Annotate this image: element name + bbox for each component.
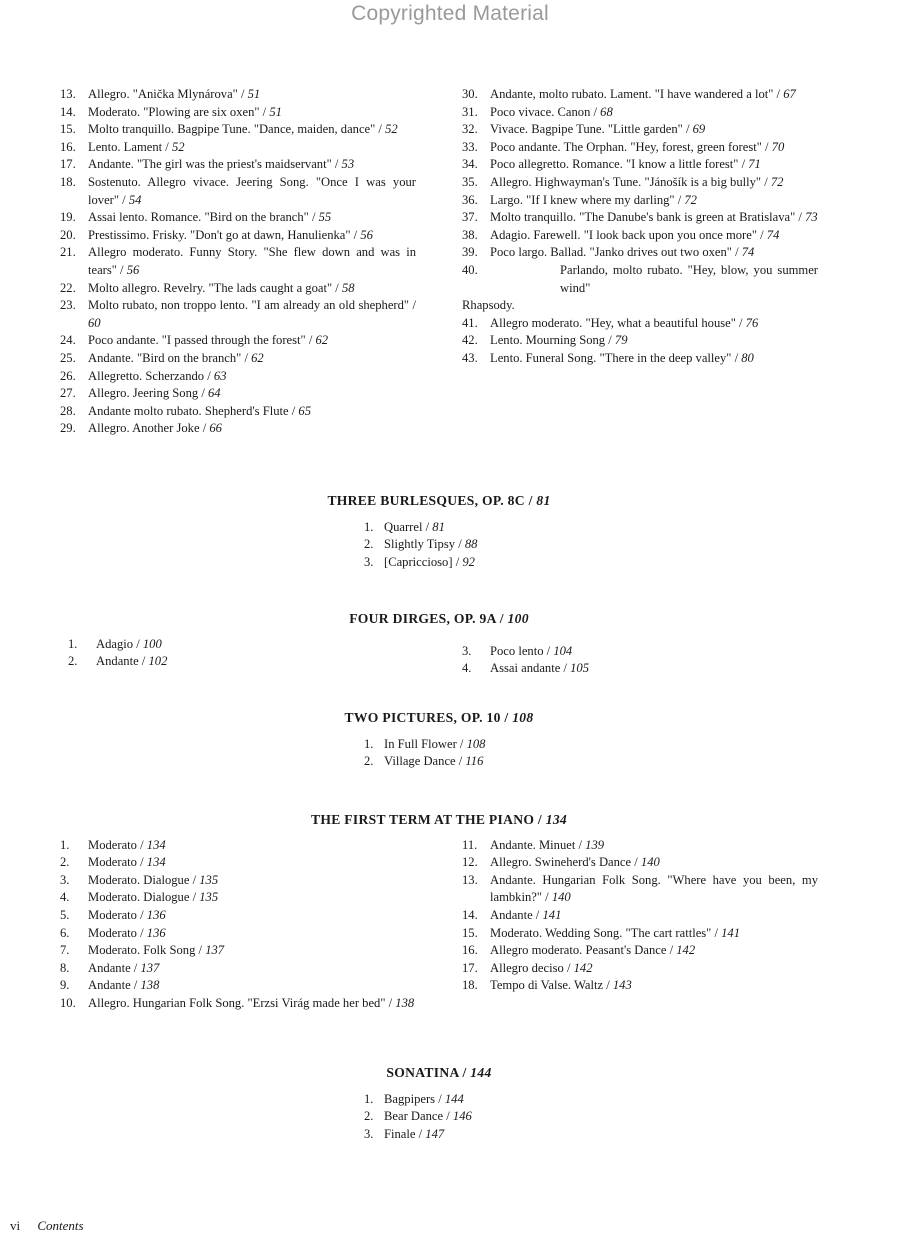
item-number: 34. bbox=[462, 157, 478, 172]
item-page: 136 bbox=[146, 907, 166, 922]
item-number: 18. bbox=[60, 174, 76, 189]
item-number: 25. bbox=[60, 350, 76, 365]
dirges-left-column bbox=[60, 636, 424, 678]
item-number: 26. bbox=[60, 368, 76, 383]
item-title: Lento. Lament / 52 bbox=[88, 139, 185, 154]
item-title: Assai andante / 105 bbox=[490, 661, 589, 676]
item-title: Andante, molto rubato. Lament. "I have wandered a lot" / 67 bbox=[490, 87, 796, 101]
item-page: 144 bbox=[444, 1091, 464, 1106]
item-title: Lento. Mourning Song / 79 bbox=[490, 333, 628, 348]
list-item bbox=[462, 209, 818, 227]
item-title: Moderato / 136 bbox=[88, 907, 166, 922]
item-number: 21. bbox=[60, 245, 76, 260]
first-term-right-column bbox=[462, 837, 818, 1013]
list-item bbox=[60, 227, 416, 245]
list-item bbox=[60, 995, 416, 1013]
section-title: TWO PICTURES, OP. 10 / 108 bbox=[344, 710, 534, 725]
item-number: 19. bbox=[60, 210, 76, 225]
item-number: 30. bbox=[462, 87, 478, 101]
item-number: 3. bbox=[60, 872, 70, 887]
list-item bbox=[60, 368, 416, 386]
item-page: 79 bbox=[614, 333, 628, 348]
item-title: Allegro moderato. "Hey, what a beautiful house" / 76 bbox=[490, 315, 759, 330]
item-title: Adagio / 100 bbox=[96, 636, 162, 651]
list-item bbox=[364, 1091, 514, 1109]
item-number: 28. bbox=[60, 403, 76, 418]
item-page: 100 bbox=[142, 636, 162, 651]
item-title: Largo. "If I knew where my darling" / 72 bbox=[490, 192, 697, 207]
item-page: 52 bbox=[385, 122, 398, 137]
item-title: In Full Flower / 108 bbox=[384, 736, 486, 751]
item-title: Poco largo. Ballad. "Janko drives out two oxen" / 74 bbox=[490, 245, 755, 260]
item-page: 60 bbox=[88, 315, 101, 330]
list-item bbox=[60, 977, 416, 995]
item-title: Moderato / 136 bbox=[88, 925, 166, 940]
list-item bbox=[462, 960, 818, 978]
item-number: 43. bbox=[462, 350, 478, 365]
item-title: Prestissimo. Frisky. "Don't go at dawn, Hanulienka" / 56 bbox=[88, 227, 373, 242]
item-page: 104 bbox=[553, 643, 573, 658]
item-number: 36. bbox=[462, 192, 478, 207]
item-title: Andante / 102 bbox=[96, 654, 168, 669]
item-title: Allegro. Jeering Song / 64 bbox=[88, 386, 221, 401]
item-page: 62 bbox=[315, 333, 329, 348]
item-page: 73 bbox=[805, 210, 818, 225]
item-page: 55 bbox=[318, 210, 332, 225]
item-title: Village Dance / 116 bbox=[384, 754, 484, 769]
item-title: Moderato / 134 bbox=[88, 837, 166, 852]
item-page: 52 bbox=[171, 139, 185, 154]
item-page: 72 bbox=[770, 174, 784, 189]
item-page: 67 bbox=[783, 87, 796, 101]
list-item bbox=[364, 736, 514, 754]
list-item bbox=[60, 280, 416, 298]
item-number: 24. bbox=[60, 333, 76, 348]
list-item bbox=[364, 536, 514, 554]
item-number: 20. bbox=[60, 227, 76, 242]
item-title: Bagpipers / 144 bbox=[384, 1091, 464, 1106]
item-page: 102 bbox=[148, 654, 168, 669]
item-number: 5. bbox=[60, 907, 70, 922]
section-title: THREE BURLESQUES, OP. 8C / 81 bbox=[327, 493, 551, 508]
list-right-column bbox=[462, 86, 818, 438]
item-number: 2. bbox=[68, 654, 78, 669]
item-page: 53 bbox=[341, 157, 355, 172]
item-page: 76 bbox=[745, 315, 759, 330]
list-item bbox=[60, 925, 416, 943]
item-page: 140 bbox=[551, 890, 571, 905]
item-title: Vivace. Bagpipe Tune. "Little garden" / 69 bbox=[490, 122, 706, 137]
item-page: 138 bbox=[140, 978, 160, 993]
item-page: 143 bbox=[612, 978, 632, 993]
dirges-right-column bbox=[462, 636, 818, 678]
section-title: FOUR DIRGES, OP. 9A / 100 bbox=[349, 611, 529, 626]
item-title: Moderato. Folk Song / 137 bbox=[88, 943, 225, 958]
item-page: 64 bbox=[207, 386, 221, 401]
item-page: 137 bbox=[140, 960, 160, 975]
item-title: Allegro moderato. Funny Story. "She flew down and was in tears" / 56 bbox=[88, 245, 416, 277]
item-number: 15. bbox=[462, 925, 478, 940]
item-title: Allegro. Hungarian Folk Song. "Erzsi Virág made her bed" / 138 bbox=[88, 995, 415, 1010]
item-title: Molto tranquillo. "The Danube's bank is green at Bratislava" / 73 bbox=[490, 210, 818, 225]
item-title: Tempo di Valse. Waltz / 143 bbox=[490, 978, 632, 993]
item-title: Slightly Tipsy / 88 bbox=[384, 537, 478, 552]
item-number: 23. bbox=[60, 298, 76, 313]
item-number: 42. bbox=[462, 333, 478, 348]
list-item bbox=[60, 139, 416, 157]
list-item bbox=[462, 925, 818, 943]
first-term-left-column bbox=[60, 837, 416, 1013]
page-number: vi bbox=[10, 1218, 21, 1233]
list-item bbox=[60, 104, 416, 122]
list-item bbox=[60, 907, 416, 925]
list-item bbox=[60, 156, 416, 174]
item-title: Andante / 138 bbox=[88, 978, 160, 993]
list-item bbox=[462, 643, 818, 661]
list-item bbox=[462, 854, 818, 872]
section-three-burlesques bbox=[60, 492, 818, 571]
list-item bbox=[60, 837, 416, 855]
section-two-pictures bbox=[60, 709, 818, 771]
item-number: 15. bbox=[60, 122, 76, 137]
item-number: 17. bbox=[60, 157, 76, 172]
list-item bbox=[68, 653, 424, 671]
item-title: Allegretto. Scherzando / 63 bbox=[88, 368, 227, 383]
item-number: 14. bbox=[60, 104, 76, 119]
item-title: Moderato. "Plowing are six oxen" / 51 bbox=[88, 104, 282, 119]
item-page: 134 bbox=[146, 837, 166, 852]
list-item bbox=[60, 121, 416, 139]
item-page: 105 bbox=[570, 661, 589, 676]
item-page: 62 bbox=[251, 350, 264, 365]
item-page: 74 bbox=[766, 227, 780, 242]
item-title: Allegro. Highwayman's Tune. "Jánošík is a big bully" / 72 bbox=[490, 174, 784, 189]
item-page: 80 bbox=[741, 350, 754, 365]
item-title: Moderato. Dialogue / 135 bbox=[88, 872, 219, 887]
item-page: 135 bbox=[199, 890, 219, 905]
item-page: 134 bbox=[146, 855, 166, 870]
sonatina-list bbox=[364, 1091, 514, 1144]
item-page: 72 bbox=[684, 192, 697, 207]
item-number: 18. bbox=[462, 978, 478, 993]
item-number: 16. bbox=[60, 139, 76, 154]
item-title: Allegro. Another Joke / 66 bbox=[88, 421, 222, 436]
item-page: 146 bbox=[452, 1109, 472, 1124]
item-number: 2. bbox=[60, 855, 70, 870]
item-title: Sostenuto. Allegro vivace. Jeering Song. "Once I was your lover" / 54 bbox=[88, 174, 416, 207]
item-title: Lento. Funeral Song. "There in the deep valley" / 80 bbox=[490, 350, 754, 365]
item-page: 108 bbox=[466, 736, 486, 751]
item-title: Parlando, molto rubato. "Hey, blow, you summer wind" bbox=[560, 262, 818, 295]
item-number: 4. bbox=[60, 890, 70, 905]
item-title: Andante. "The girl was the priest's maidservant" / 53 bbox=[88, 157, 355, 172]
item-number: 22. bbox=[60, 280, 76, 295]
item-number: 37. bbox=[462, 210, 478, 225]
item-number: 39. bbox=[462, 245, 478, 260]
item-number: 40. bbox=[462, 262, 478, 277]
item-number: 3. bbox=[364, 554, 374, 569]
list-item bbox=[60, 332, 416, 350]
item-number: 12. bbox=[462, 855, 478, 870]
item-title: Andante. "Bird on the branch" / 62 bbox=[88, 350, 264, 365]
list-item bbox=[364, 1126, 514, 1144]
item-number: 2. bbox=[364, 537, 374, 552]
list-item bbox=[462, 104, 818, 122]
item-title: Molto rubato, non troppo lento. "I am already an old shepherd" / 60 bbox=[88, 298, 416, 330]
list-item bbox=[60, 420, 416, 438]
list-item bbox=[462, 872, 818, 907]
list-item bbox=[462, 977, 818, 995]
list-item bbox=[462, 907, 818, 925]
item-number: 2. bbox=[364, 1109, 374, 1124]
list-left-column bbox=[60, 86, 416, 438]
item-page: 140 bbox=[640, 855, 660, 870]
item-title: Poco andante. The Orphan. "Hey, forest, green forest" / 70 bbox=[490, 139, 785, 154]
list-item bbox=[60, 350, 416, 368]
list-item bbox=[60, 297, 416, 332]
item-page: 56 bbox=[360, 227, 373, 242]
list-item bbox=[60, 960, 416, 978]
burlesques-list bbox=[364, 519, 514, 572]
rhapsody-label: Rhapsody. bbox=[462, 298, 515, 313]
item-title: Bear Dance / 146 bbox=[384, 1109, 472, 1124]
item-page: 141 bbox=[721, 925, 741, 940]
item-page: 138 bbox=[395, 995, 415, 1010]
item-number: 1. bbox=[364, 736, 374, 751]
item-page: 66 bbox=[209, 421, 222, 436]
item-number: 17. bbox=[462, 960, 478, 975]
item-number: 7. bbox=[60, 943, 70, 958]
item-title: Andante. Hungarian Folk Song. "Where have you been, my lambkin?" / 140 bbox=[490, 872, 818, 905]
item-page: 70 bbox=[771, 139, 785, 154]
item-page: 58 bbox=[341, 280, 355, 295]
item-title: Allegro. Swineherd's Dance / 140 bbox=[490, 855, 660, 870]
section-title: THE FIRST TERM AT THE PIANO / 134 bbox=[310, 812, 568, 827]
list-item bbox=[462, 660, 818, 678]
item-number: 4. bbox=[462, 661, 472, 676]
list-item bbox=[60, 209, 416, 227]
item-number: 10. bbox=[60, 995, 76, 1010]
list-item bbox=[462, 156, 818, 174]
item-title: Moderato. Wedding Song. "The cart rattles" / 141 bbox=[490, 925, 741, 940]
list-item bbox=[462, 942, 818, 960]
section-title: SONATINA / 144 bbox=[386, 1065, 492, 1080]
list-item bbox=[462, 350, 818, 368]
item-number: 1. bbox=[364, 519, 374, 534]
item-title: Adagio. Farewell. "I look back upon you once more" / 74 bbox=[490, 227, 780, 242]
list-item bbox=[364, 554, 514, 572]
page-footer bbox=[10, 1218, 84, 1234]
item-page: 74 bbox=[741, 245, 755, 260]
item-number: 1. bbox=[60, 837, 70, 852]
item-number: 1. bbox=[364, 1091, 374, 1106]
item-page: 92 bbox=[462, 554, 475, 569]
item-page: 56 bbox=[126, 262, 140, 277]
item-page: 68 bbox=[600, 104, 613, 119]
item-page: 141 bbox=[542, 907, 562, 922]
list-item bbox=[60, 854, 416, 872]
item-page: 63 bbox=[213, 368, 227, 383]
copyright-watermark: Copyrighted Material bbox=[351, 2, 549, 25]
item-page: 54 bbox=[128, 192, 142, 207]
item-number: 6. bbox=[60, 925, 70, 940]
pictures-list bbox=[364, 736, 514, 771]
item-title: Moderato. Dialogue / 135 bbox=[88, 890, 219, 905]
list-item bbox=[462, 244, 818, 262]
list-item bbox=[60, 244, 416, 279]
list-item bbox=[462, 315, 818, 333]
list-item bbox=[462, 139, 818, 157]
item-number: 27. bbox=[60, 386, 76, 401]
item-number: 8. bbox=[60, 960, 70, 975]
list-item bbox=[462, 174, 818, 192]
item-number: 13. bbox=[60, 87, 76, 101]
list-item bbox=[60, 942, 416, 960]
item-page: 88 bbox=[464, 537, 478, 552]
item-page: 69 bbox=[692, 122, 706, 137]
list-item bbox=[462, 227, 818, 245]
list-item bbox=[364, 519, 514, 537]
item-number: 16. bbox=[462, 943, 478, 958]
list-item bbox=[60, 889, 416, 907]
item-page: 137 bbox=[205, 943, 225, 958]
item-title: Assai lento. Romance. "Bird on the branch" / 55 bbox=[88, 210, 332, 225]
item-title: [Capriccioso] / 92 bbox=[384, 554, 475, 569]
item-number: 11. bbox=[462, 837, 478, 852]
item-number: 3. bbox=[364, 1126, 374, 1141]
section-sonatina bbox=[60, 1064, 818, 1143]
item-title: Allegro moderato. Peasant's Dance / 142 bbox=[490, 943, 696, 958]
item-number: 13. bbox=[462, 872, 478, 887]
item-title: Andante / 137 bbox=[88, 960, 160, 975]
item-page: 139 bbox=[585, 837, 605, 852]
item-page: 136 bbox=[146, 925, 166, 940]
running-footer-label: Contents bbox=[37, 1218, 84, 1233]
list-item bbox=[364, 1108, 514, 1126]
item-number: 14. bbox=[462, 907, 478, 922]
list-item bbox=[462, 86, 818, 104]
item-title: Poco allegretto. Romance. "I know a little forest" / 71 bbox=[490, 157, 761, 172]
item-title: Allegro. "Anička Mlynárova" / 51 bbox=[88, 87, 261, 101]
list-item bbox=[462, 262, 818, 297]
item-page: 147 bbox=[425, 1126, 445, 1141]
item-number: 38. bbox=[462, 227, 478, 242]
item-number: 29. bbox=[60, 421, 76, 436]
item-page: 142 bbox=[573, 960, 593, 975]
item-title: Moderato / 134 bbox=[88, 855, 166, 870]
item-page: 51 bbox=[269, 104, 282, 119]
item-title: Quarrel / 81 bbox=[384, 519, 445, 534]
list-item bbox=[462, 192, 818, 210]
list-item bbox=[462, 121, 818, 139]
item-number: 41. bbox=[462, 315, 478, 330]
item-number: 3. bbox=[462, 643, 472, 658]
item-number: 33. bbox=[462, 139, 478, 154]
item-page: 135 bbox=[199, 872, 219, 887]
item-number: 35. bbox=[462, 174, 478, 189]
list-item bbox=[462, 332, 818, 350]
item-number: 9. bbox=[60, 978, 70, 993]
item-page: 116 bbox=[465, 754, 484, 769]
item-number: 1. bbox=[68, 636, 78, 651]
item-title: Poco andante. "I passed through the forest" / 62 bbox=[88, 333, 329, 348]
list-item bbox=[364, 753, 514, 771]
item-page: 81 bbox=[432, 519, 445, 534]
list-item bbox=[60, 403, 416, 421]
item-title: Andante molto rubato. Shepherd's Flute / 65 bbox=[88, 403, 311, 418]
item-page: 142 bbox=[676, 943, 696, 958]
continued-list bbox=[60, 86, 818, 438]
list-item bbox=[60, 872, 416, 890]
item-number: 32. bbox=[462, 122, 478, 137]
item-title: Andante / 141 bbox=[490, 907, 562, 922]
item-page: 65 bbox=[298, 403, 311, 418]
list-item bbox=[60, 174, 416, 209]
section-four-dirges bbox=[60, 610, 818, 678]
item-page: 71 bbox=[748, 157, 761, 172]
item-page: 51 bbox=[247, 87, 261, 101]
item-title: Andante. Minuet / 139 bbox=[490, 837, 605, 852]
item-title: Molto tranquillo. Bagpipe Tune. "Dance, maiden, dance" / 52 bbox=[88, 122, 398, 137]
item-number: 31. bbox=[462, 104, 478, 119]
item-number: 2. bbox=[364, 754, 374, 769]
item-title: Finale / 147 bbox=[384, 1126, 445, 1141]
list-item bbox=[60, 385, 416, 403]
list-item bbox=[462, 837, 818, 855]
item-title: Allegro deciso / 142 bbox=[490, 960, 593, 975]
list-item bbox=[68, 636, 424, 654]
section-first-term bbox=[60, 811, 818, 1013]
item-title: Poco vivace. Canon / 68 bbox=[490, 104, 613, 119]
item-title: Poco lento / 104 bbox=[490, 643, 573, 658]
list-item bbox=[60, 86, 416, 104]
item-title: Molto allegro. Revelry. "The lads caught a goat" / 58 bbox=[88, 280, 355, 295]
